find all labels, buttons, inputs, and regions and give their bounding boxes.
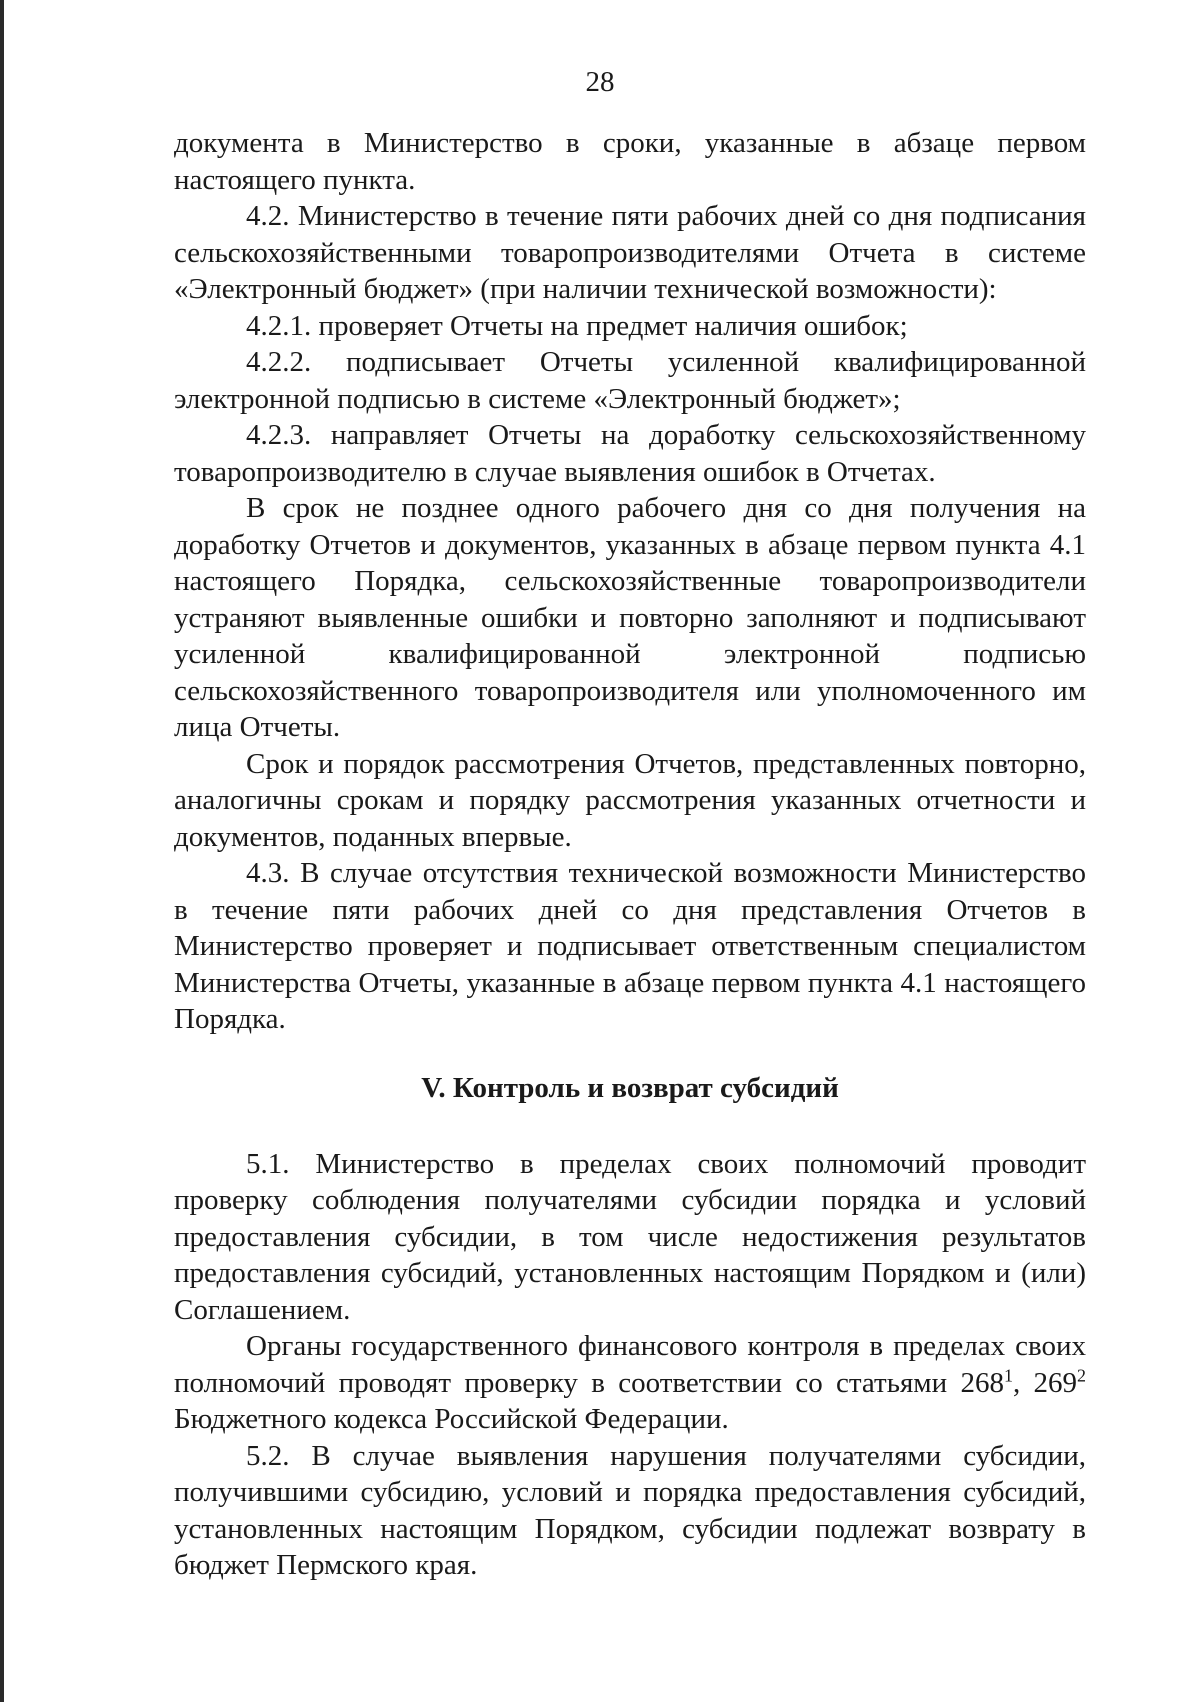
financial-control-text-middle: , 269 — [1012, 1366, 1077, 1399]
financial-control-text-after: Бюджетного кодекса Российской Федерации. — [174, 1403, 729, 1435]
paragraph-4-2-3: 4.2.3. направляет Отчеты на доработку сельскохозяйственному товаропроизводителю в случае выявления ошибок в Отчетах. — [174, 419, 1086, 488]
scan-edge-shadow — [0, 0, 4, 1702]
paragraph-5-1: 5.1. Министерство в пределах своих полномочий проводит проверку соблюдения получателями субсидии порядка и условий предоставления субсидии, в том числе недостижения результатов предоставления субсидий, установленных настоящим Порядком и (или) Соглашением. — [174, 1147, 1086, 1326]
paragraph-continuation: документа в Министерство в сроки, указанные в абзаце первом настоящего пункта. — [174, 127, 1086, 196]
paragraph-4-2-2: 4.2.2. подписывает Отчеты усиленной квалифицированной электронной подписью в системе «Электронный бюджет»; — [174, 346, 1086, 415]
paragraph-financial-control — [174, 1328, 1086, 1438]
paragraph-4-2: 4.2. Министерство в течение пяти рабочих дней со дня подписания сельскохозяйственными товаропроизводителями Отчета в системе «Электронный бюджет» (при наличии технической возможности): — [174, 200, 1086, 305]
page-number: 28 — [585, 66, 615, 98]
paragraph-review-terms: Срок и порядок рассмотрения Отчетов, представленных повторно, аналогичны срокам и порядку рассмотрения указанных отчетности и документов, поданных впервые. — [174, 747, 1086, 853]
document-body — [174, 125, 1086, 1584]
paragraph-5-2: 5.2. В случае выявления нарушения получателями субсидии, получившими субсидию, условий и порядка предоставления субсидий, установленных настоящим Порядком, субсидии подлежат возврату в бюджет Пермского края. — [174, 1439, 1086, 1581]
paragraph-resubmission-deadline: В срок не позднее одного рабочего дня со дня получения на доработку Отчетов и документов, указанных в абзаце первом пункта 4.1 настоящего Порядка, сельскохозяйственные товаропроизводители устраняют выявленные ошибки и повторно заполняют и подписывают усиленной квалифицированной электронной подписью сельскохозяйственного товаропроизводителя или уполномоченного им лица Отчеты. — [174, 492, 1086, 743]
paragraph-4-2-1: 4.2.1. проверяет Отчеты на предмет наличия ошибок; — [246, 309, 908, 342]
superscript-1: 1 — [1003, 1364, 1013, 1385]
financial-control-text-before: Органы государственного финансового контроля в пределах своих полномочий проводят проверку в соответствии со статьями 268 — [174, 1330, 1086, 1399]
paragraph-4-3: 4.3. В случае отсутствия технической возможности Министерство в течение пяти рабочих дней со дня представления Отчетов в Министерство проверяет и подписывает ответственным специалистом Министерства Отчеты, указанные в абзаце первом пункта 4.1 настоящего Порядка. — [174, 857, 1086, 1035]
section-heading: V. Контроль и возврат субсидий — [421, 1071, 839, 1104]
superscript-2: 2 — [1077, 1364, 1086, 1385]
